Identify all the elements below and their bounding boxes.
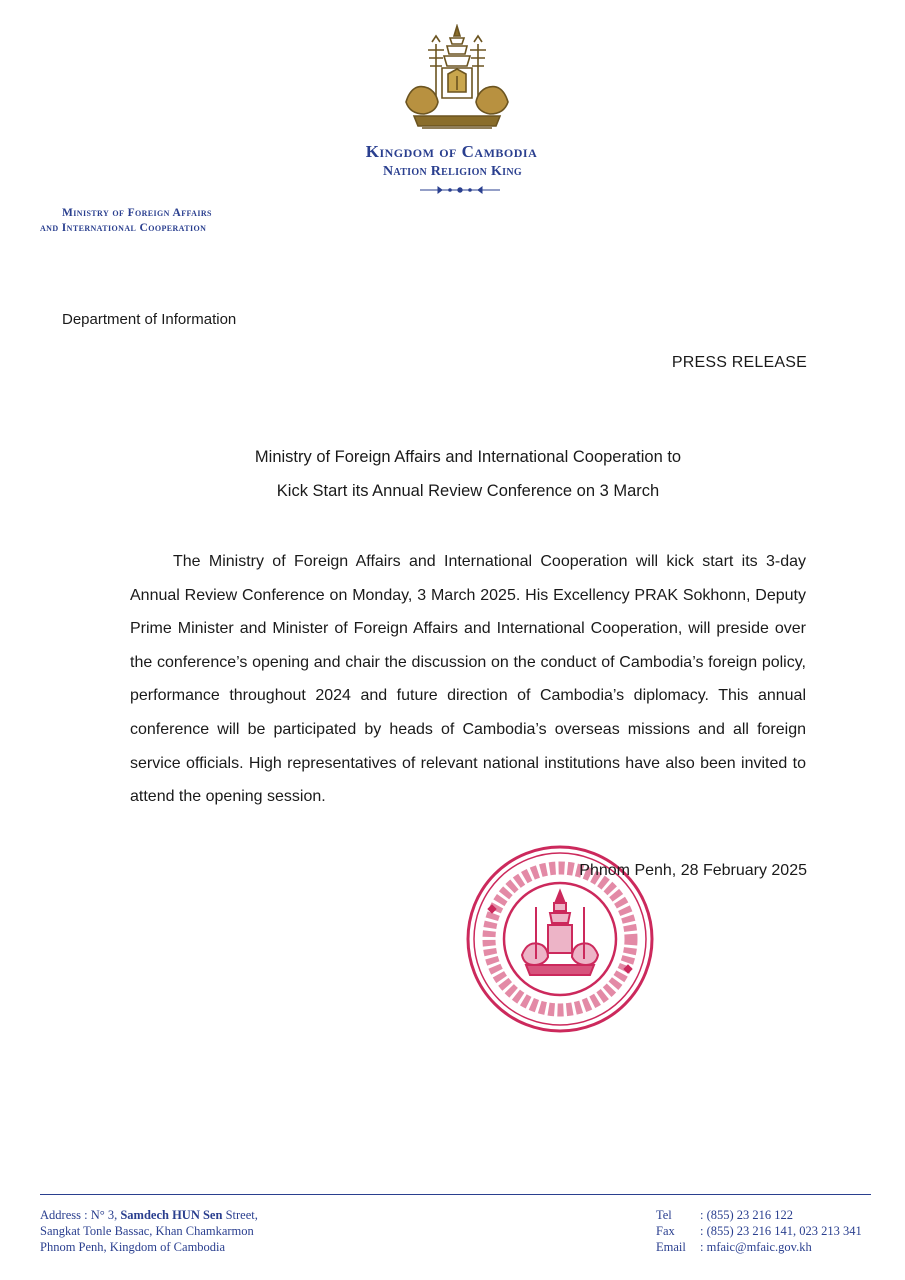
email-label: Email [656, 1240, 686, 1254]
fax-value: : (855) 23 216 141, 023 213 341 [700, 1224, 862, 1238]
contact-fax [656, 1223, 862, 1239]
footer-address [40, 1207, 258, 1255]
ministry-name [40, 206, 212, 236]
tel-label: Tel [656, 1208, 672, 1222]
tel-value: : (855) 23 216 122 [700, 1208, 794, 1222]
footer-divider [40, 1194, 871, 1195]
email-value[interactable]: : mfaic@mfaic.gov.kh [700, 1240, 812, 1254]
title-line-2: Kick Start its Annual Review Conference on 3 March [276, 482, 660, 500]
body-paragraph: The Ministry of Foreign Affairs and International Cooperation will kick start its 3-day Annual Review Conference on Monday, 3 March 2025. His Excellency PRAK Sokhonn, Deputy Prime Minister and Minister of Foreign Affairs and International Cooperation, will preside over the conference’s opening and chair the discussion on the conduct of Cambodia’s foreign policy, performance throughout 2024 and future direction of Cambodia’s diplomacy. This annual conference will be participated by heads of Cambodia’s overseas missions and all foreign service officials. High representatives of relevant national institutions have also been invited to attend the opening session. [130, 553, 806, 806]
title-line-1: Ministry of Foreign Affairs and International Cooperation to [254, 448, 682, 466]
footer-contact [656, 1207, 862, 1255]
kingdom-heading: Kingdom of Cambodia [365, 142, 538, 161]
ministry-line-2: and International Cooperation [40, 222, 207, 234]
contact-email [656, 1239, 862, 1255]
press-release-body [130, 545, 806, 814]
ministry-line-1: Ministry of Foreign Affairs [62, 207, 212, 219]
royal-coat-of-arms-icon [398, 24, 516, 134]
department-label: Department of Information [62, 311, 237, 328]
contact-tel [656, 1207, 862, 1223]
press-release-title [0, 440, 905, 508]
address-label: Address : N° 3, [40, 1208, 121, 1222]
address-line-3: Phnom Penh, Kingdom of Cambodia [40, 1240, 226, 1254]
ornament-divider-icon [420, 186, 500, 194]
address-line-2: Sangkat Tonle Bassac, Khan Chamkarmon [40, 1224, 254, 1238]
place-and-date: Phnom Penh, 28 February 2025 [579, 862, 807, 879]
address-street-name: Samdech HUN Sen [120, 1208, 223, 1222]
address-street-suffix: Street, [222, 1208, 258, 1222]
document-type: PRESS RELEASE [671, 354, 807, 371]
address-line-1 [40, 1207, 258, 1223]
fax-label: Fax [656, 1224, 675, 1238]
national-motto: Nation Religion King [383, 164, 522, 179]
